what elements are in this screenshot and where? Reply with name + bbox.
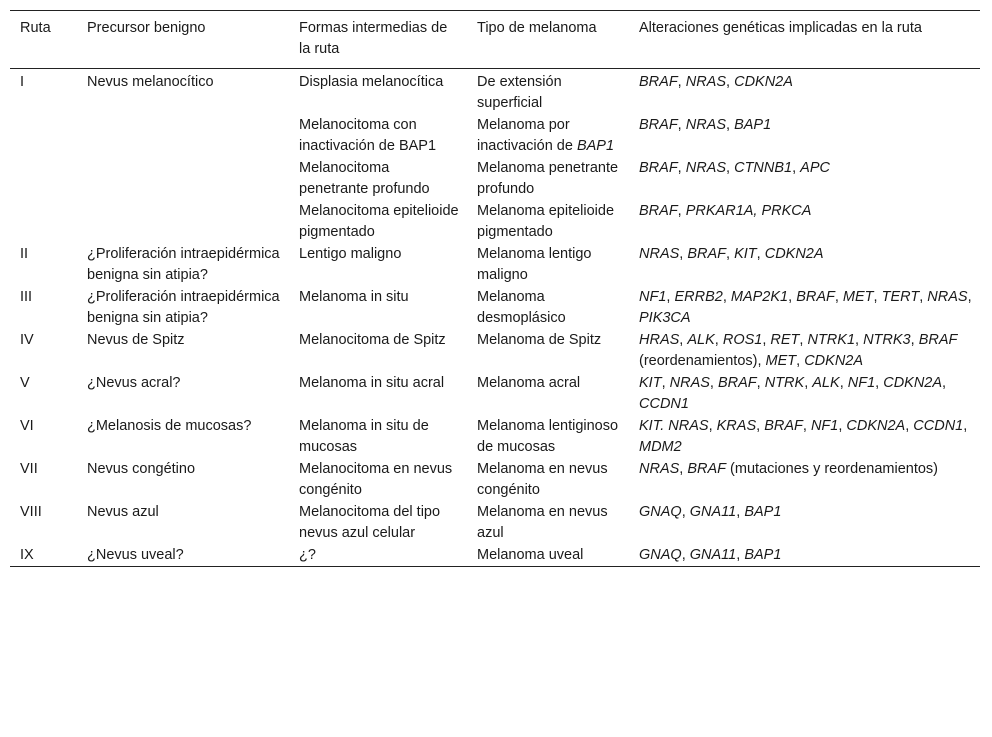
gene-name: NRAS [639,246,680,262]
cell-alteraciones [629,114,980,157]
melanoma-pathways-table [10,10,980,567]
separator-text: , [942,375,947,391]
separator-text: , [726,117,735,133]
cell-ruta [10,157,77,200]
table-row [10,114,980,157]
separator-text: , [679,332,688,348]
cell-tipo [467,114,629,157]
gene-name: NRAS [639,461,680,477]
cell-precursor: Nevus de Spitz [87,332,185,348]
cell-tipo: Melanoma uveal [477,547,584,563]
header-tipo: Tipo de melanoma [477,20,597,36]
cell-formas: Melanocitoma del tipo nevus azul celular [299,504,441,541]
gene-name: HRAS [639,332,680,348]
separator-text: , [875,375,884,391]
gene-name: BRAF [764,418,803,434]
gene-name: NTRK1 [807,332,856,348]
cell-ruta: IX [20,547,34,563]
cell-precursor: ¿Nevus uveal? [87,547,184,563]
header-alteraciones: Alteraciones genéticas implicadas en la ruta [639,20,922,36]
cell-tipo: Melanoma acral [477,375,581,391]
table-row [10,372,980,415]
cell-precursor [77,114,289,157]
gene-name: NRAS [669,375,710,391]
separator-text: , [792,160,801,176]
header-precursor: Precursor benigno [87,20,206,36]
gene-name: ALK [812,375,840,391]
cell-formas: Melanocitoma penetrante profundo [299,160,430,197]
separator-text: , [726,74,735,90]
cell-formas: Melanocitoma con inactivación de BAP1 [299,117,437,154]
separator-text: , [709,375,718,391]
cell-ruta: V [20,375,30,391]
gene-name: ALK [687,332,715,348]
cell-alteraciones [629,458,980,501]
cell-formas: Lentigo maligno [299,246,402,262]
gene-name: BRAF [639,117,678,133]
separator-text: , [963,418,968,434]
gene-name: GNAQ [639,547,682,563]
gene-name: BAP1 [744,504,782,520]
separator-text: , [804,375,813,391]
separator-text: , [677,74,686,90]
gene-name: BRAF [796,289,835,305]
separator-text: , [910,332,919,348]
separator-text: , [736,504,745,520]
gene-name: BRAF [687,246,727,262]
table-row [10,69,980,115]
gene-name: NRAS [685,117,727,133]
gene-name: BRAF [918,332,958,348]
cell-tipo: Melanoma penetrante profundo [477,160,619,197]
cell-alteraciones [629,544,980,567]
table-body [10,69,980,567]
gene-name: BRAF [687,461,727,477]
separator-text: , [679,461,688,477]
separator-text: , [838,418,847,434]
text-fragment: Melanoma por inactivación de [477,117,577,154]
gene-name: MDM2 [639,439,682,455]
gene-name: BRAF [639,74,678,90]
cell-alteraciones [629,200,980,243]
gene-name: CDKN2A [883,375,943,391]
cell-alteraciones [629,243,980,286]
gene-name: MET [765,353,797,369]
gene-name: ROS1 [722,332,763,348]
gene-name: ERRB2 [674,289,723,305]
gene-name: CDKN2A [764,246,824,262]
gene-name: CCDN1 [639,396,689,412]
separator-text: , [708,418,717,434]
separator-text: , [666,289,675,305]
separator-text: , [714,332,723,348]
separator-text: (mutaciones y reordenamientos) [726,461,938,477]
separator-text: , [677,203,686,219]
gene-name: BAP1 [576,138,615,154]
separator-text: , [905,418,914,434]
cell-formas: Displasia melanocítica [299,74,444,90]
gene-name: NRAS [685,160,727,176]
gene-name: APC [800,160,830,176]
cell-formas: Melanocitoma epitelioide pigmentado [299,203,459,240]
gene-name: NRAS [927,289,968,305]
cell-alteraciones [629,372,980,415]
separator-text: , [839,375,848,391]
separator-text: , [967,289,972,305]
cell-precursor: ¿Nevus acral? [87,375,181,391]
cell-tipo: Melanoma de Spitz [477,332,602,348]
gene-name: CDKN2A [734,74,793,90]
cell-ruta [10,200,77,243]
separator-text: , [726,160,735,176]
table-row [10,501,980,544]
cell-ruta: VI [20,418,34,434]
separator-text: , [736,547,745,563]
gene-name: PIK3CA [639,310,691,326]
cell-alteraciones [629,501,980,544]
gene-name: KIT [639,375,662,391]
separator-text: , [677,160,686,176]
gene-name: CCDN1 [913,418,964,434]
separator-text: , [873,289,882,305]
separator-text: , [796,353,805,369]
gene-name: NTRK3 [863,332,911,348]
table-row [10,329,980,372]
separator-text: , [799,332,808,348]
gene-name: BAP1 [734,117,772,133]
header-row [10,11,980,69]
gene-name: PRKAR1A, PRKCA [685,203,812,219]
header-ruta: Ruta [20,20,51,36]
separator-text: , [722,289,731,305]
separator-text: , [834,289,843,305]
cell-alteraciones [629,286,980,329]
gene-name: CDKN2A [804,353,864,369]
cell-precursor: Nevus melanocítico [87,74,214,90]
cell-precursor: ¿Melanosis de mucosas? [87,418,252,434]
table-row [10,157,980,200]
gene-name: MET [842,289,874,305]
cell-ruta: VIII [20,504,42,520]
gene-name: CDKN2A [846,418,906,434]
separator-text: , [756,246,765,262]
table-row [10,243,980,286]
gene-name: RET [770,332,800,348]
cell-formas: Melanoma in situ de mucosas [299,418,429,455]
gene-name: MAP2K1 [730,289,789,305]
gene-name: NTRK [764,375,805,391]
gene-name: NF1 [810,418,839,434]
gene-name: KIT. NRAS [639,418,709,434]
separator-text: (reordenamientos), [639,353,766,369]
cell-tipo: Melanoma lentiginoso de mucosas [477,418,619,455]
separator-text: , [756,418,765,434]
separator-text: , [677,117,686,133]
separator-text: , [681,504,690,520]
table-row [10,544,980,567]
gene-name: TERT [881,289,920,305]
separator-text: , [788,289,797,305]
gene-name: BAP1 [744,547,782,563]
cell-alteraciones [629,329,980,372]
cell-ruta: VII [20,461,38,477]
cell-formas: Melanocitoma en nevus congénito [299,461,453,498]
cell-precursor: ¿Proliferación intraepidérmica benigna sin atipia? [87,289,280,326]
header-formas: Formas intermedias de la ruta [299,20,448,57]
cell-formas: Melanoma in situ acral [299,375,445,391]
separator-text: , [762,332,771,348]
gene-name: GNAQ [639,504,682,520]
separator-text: , [802,418,811,434]
gene-name: GNA11 [689,547,737,563]
cell-precursor [77,200,289,243]
cell-precursor: Nevus congétino [87,461,196,477]
separator-text: , [756,375,765,391]
cell-alteraciones [629,415,980,458]
separator-text: , [855,332,864,348]
cell-ruta: I [20,74,25,90]
cell-tipo: Melanoma lentigo maligno [477,246,592,283]
gene-name: KIT [734,246,757,262]
gene-name: NF1 [639,289,667,305]
gene-name: NF1 [847,375,876,391]
cell-formas: Melanocitoma de Spitz [299,332,446,348]
cell-tipo: Melanoma epitelioide pigmentado [477,203,615,240]
cell-alteraciones [629,157,980,200]
cell-precursor: ¿Proliferación intraepidérmica benigna sin atipia? [87,246,280,283]
table-row [10,200,980,243]
cell-tipo: Melanoma en nevus azul [477,504,608,541]
cell-tipo: Melanoma desmoplásico [477,289,566,326]
gene-name: NRAS [685,74,727,90]
cell-ruta: II [20,246,29,262]
cell-ruta: III [20,289,33,305]
gene-name: GNA11 [689,504,737,520]
gene-name: KRAS [716,418,757,434]
cell-precursor [77,157,289,200]
cell-tipo: De extensión superficial [477,74,562,111]
table-row [10,458,980,501]
cell-ruta [10,114,77,157]
cell-tipo: Melanoma en nevus congénito [477,461,608,498]
table-row [10,415,980,458]
separator-text: , [919,289,928,305]
separator-text: , [681,547,690,563]
cell-formas: ¿? [299,547,316,563]
gene-name: BRAF [639,203,678,219]
cell-precursor: Nevus azul [87,504,159,520]
gene-name: BRAF [717,375,757,391]
separator-text: , [679,246,688,262]
gene-name: CTNNB1 [734,160,793,176]
table-row [10,286,980,329]
gene-name: BRAF [639,160,678,176]
cell-formas: Melanoma in situ [299,289,409,305]
cell-alteraciones [629,69,980,115]
separator-text: , [661,375,670,391]
cell-ruta: IV [20,332,34,348]
separator-text: , [726,246,735,262]
